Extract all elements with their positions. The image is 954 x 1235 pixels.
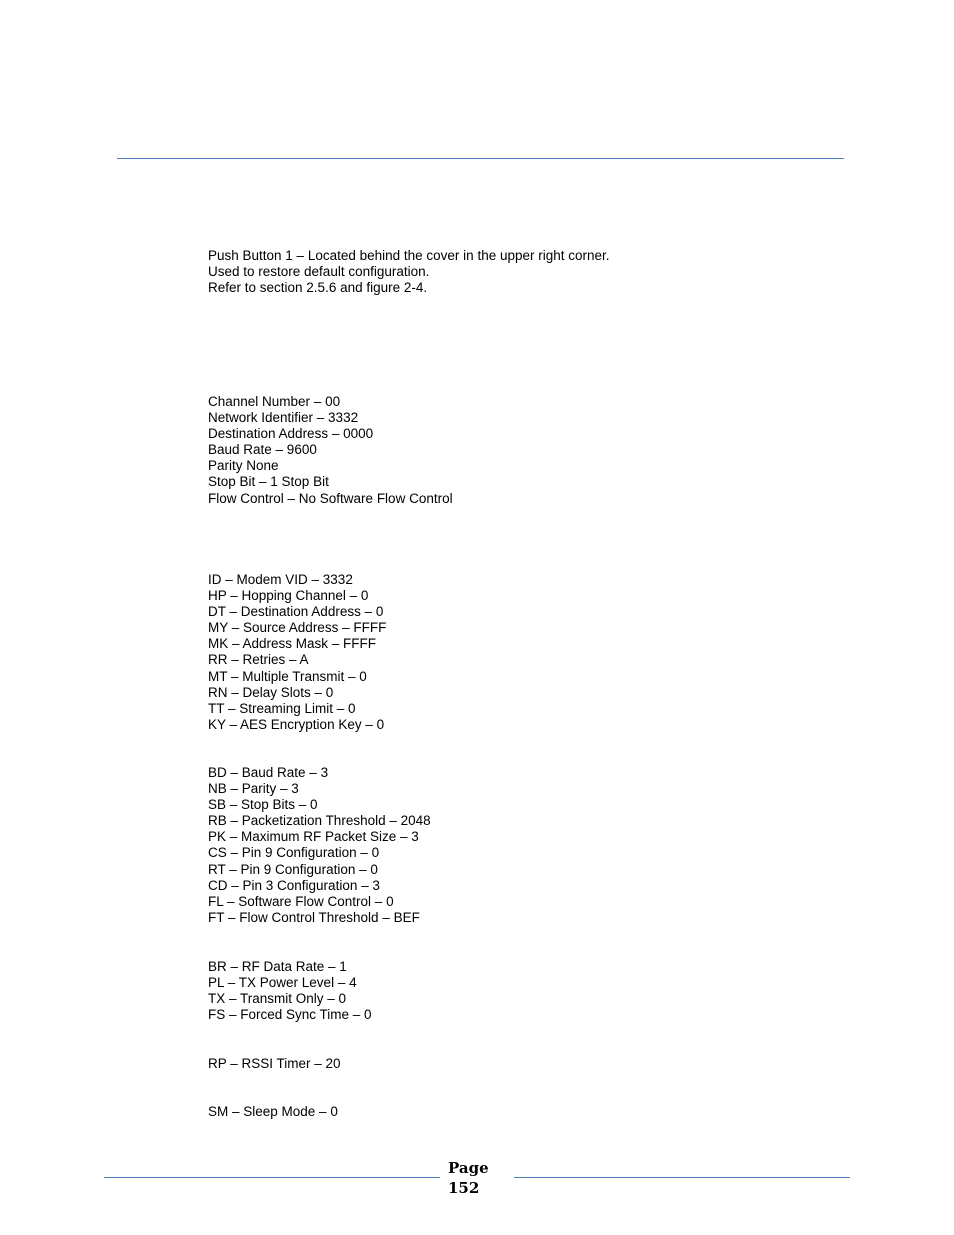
text-line: SM – Sleep Mode – 0	[208, 1104, 338, 1119]
text-line: Channel Number – 00	[208, 394, 341, 409]
text-line: MT – Multiple Transmit – 0	[208, 668, 367, 684]
text-line: HP – Hopping Channel – 0	[208, 588, 369, 604]
text-line: SB – Stop Bits – 0	[208, 797, 318, 813]
footer-rule-left	[104, 1177, 440, 1178]
text-line: RT – Pin 9 Configuration – 0	[208, 861, 378, 877]
text-line: CD – Pin 3 Configuration – 3	[208, 877, 380, 893]
text-line: PL – TX Power Level – 4	[208, 975, 357, 991]
text-line: Flow Control – No Software Flow Control	[208, 490, 453, 506]
text-line: DT – Destination Address – 0	[208, 604, 384, 620]
text-line: RN – Delay Slots – 0	[208, 684, 334, 700]
networking-block	[208, 572, 386, 733]
text-line: Push Button 1 – Located behind the cover in the upper right corner.	[208, 248, 610, 263]
text-line: ID – Modem VID – 3332	[208, 572, 353, 587]
text-line: FT – Flow Control Threshold – BEF	[208, 909, 420, 925]
text-line: Baud Rate – 9600	[208, 442, 317, 458]
default-settings-block	[208, 394, 453, 507]
text-line: Refer to section 2.5.6 and figure 2-4.	[208, 280, 428, 296]
text-line: RP – RSSI Timer – 20	[208, 1056, 341, 1071]
header-rule	[117, 158, 844, 159]
text-line: TX – Transmit Only – 0	[208, 991, 347, 1007]
text-line: BR – RF Data Rate – 1	[208, 959, 347, 974]
text-line: Stop Bit – 1 Stop Bit	[208, 474, 329, 490]
text-line: PK – Maximum RF Packet Size – 3	[208, 829, 419, 845]
text-line: RB – Packetization Threshold – 2048	[208, 813, 431, 829]
footer-rule-right	[514, 1177, 850, 1178]
push-button-block	[208, 248, 610, 296]
text-line: BD – Baud Rate – 3	[208, 765, 329, 780]
text-line: CS – Pin 9 Configuration – 0	[208, 845, 380, 861]
text-line: NB – Parity – 3	[208, 781, 299, 797]
text-line: MK – Address Mask – FFFF	[208, 636, 377, 652]
page-number-value: 152	[448, 1179, 480, 1197]
text-line: Parity None	[208, 458, 279, 474]
text-line: Network Identifier – 3332	[208, 410, 359, 426]
page-number	[448, 1158, 489, 1198]
text-line: RR – Retries – A	[208, 652, 309, 668]
text-line: MY – Source Address – FFFF	[208, 620, 387, 636]
rf-interfacing-block	[208, 959, 372, 1023]
text-line: FL – Software Flow Control – 0	[208, 893, 394, 909]
diagnostics-block	[208, 1056, 341, 1072]
serial-interfacing-block	[208, 765, 431, 926]
text-line: KY – AES Encryption Key – 0	[208, 716, 385, 732]
text-line: FS – Forced Sync Time – 0	[208, 1007, 372, 1023]
page-label: Page	[448, 1159, 489, 1177]
text-line: Used to restore default configuration.	[208, 264, 430, 280]
text-line: TT – Streaming Limit – 0	[208, 700, 356, 716]
sleep-block	[208, 1104, 338, 1120]
text-line: Destination Address – 0000	[208, 426, 374, 442]
